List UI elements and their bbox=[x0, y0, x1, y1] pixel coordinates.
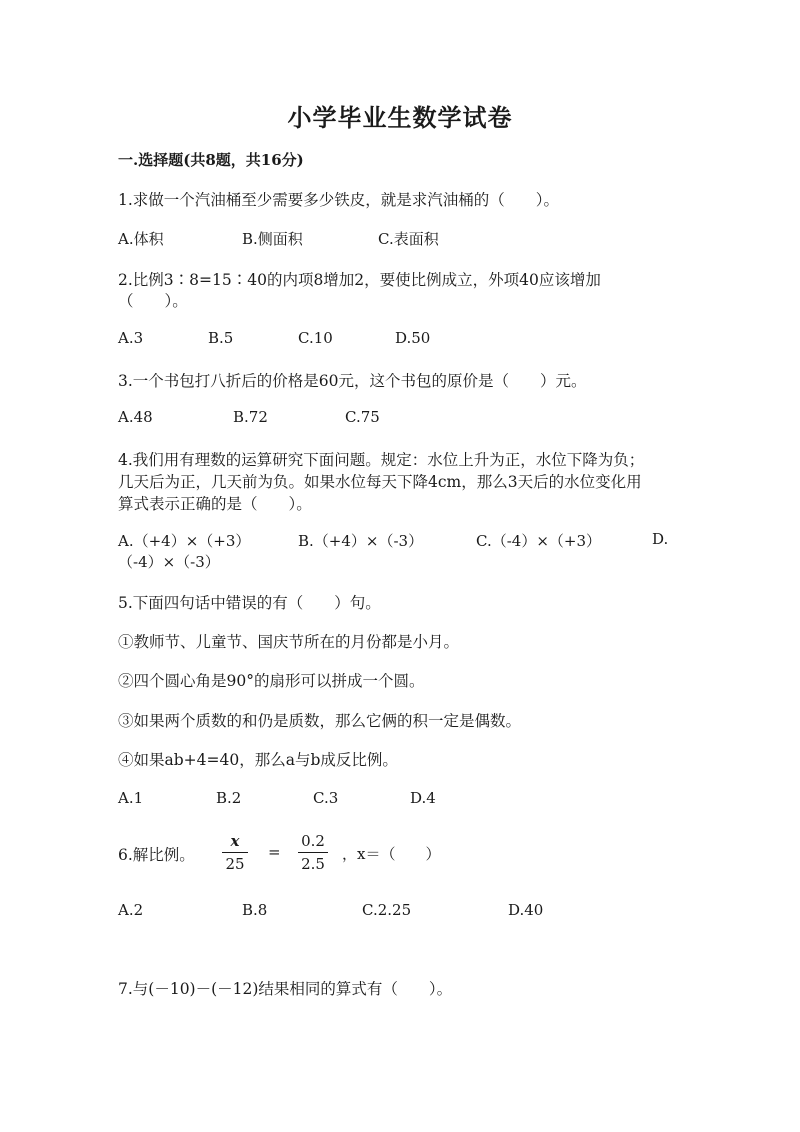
fraction-1-denominator: 25 bbox=[225, 855, 245, 873]
question-5-statement-2: ②四个圆心角是90°的扇形可以拼成一个圆。 bbox=[118, 672, 425, 690]
question-1-text: 1.求做一个汽油桶至少需要多少铁皮，就是求汽油桶的（ ）。 bbox=[118, 191, 560, 209]
question-5-option-c: C.3 bbox=[313, 789, 339, 807]
equals-sign: = bbox=[268, 843, 281, 861]
question-5-text: 5.下面四句话中错误的有（ ）句。 bbox=[118, 594, 381, 612]
question-2-option-d: D.50 bbox=[395, 329, 431, 347]
question-2-option-c: C.10 bbox=[298, 329, 333, 347]
question-4-line-3: 算式表示正确的是（ ）。 bbox=[118, 495, 312, 513]
question-1-option-a: A.体积 bbox=[118, 230, 164, 248]
question-3-option-b: B.72 bbox=[233, 408, 268, 426]
fraction-2-numerator: 0.2 bbox=[301, 832, 325, 850]
fraction-2-bar bbox=[298, 852, 328, 853]
question-2-option-a: A.3 bbox=[118, 329, 144, 347]
fraction-1-numerator: x bbox=[230, 832, 240, 850]
question-5-option-b: B.2 bbox=[216, 789, 242, 807]
question-4-line-2: 几天后为正，几天前为负。如果水位每天下降4cm，那么3天后的水位变化用 bbox=[118, 473, 642, 491]
question-6-option-d: D.40 bbox=[508, 901, 544, 919]
question-5-option-d: D.4 bbox=[410, 789, 436, 807]
question-4-option-c: C.（-4）×（+3） bbox=[476, 532, 602, 550]
fraction-x-over-25 bbox=[222, 832, 248, 873]
question-3-text: 3.一个书包打八折后的价格是60元，这个书包的原价是（ ）元。 bbox=[118, 372, 587, 390]
fraction-0.2-over-2.5 bbox=[298, 832, 328, 873]
question-5-statement-1: ①教师节、儿童节、国庆节所在的月份都是小月。 bbox=[118, 633, 460, 651]
question-6-text: 6.解比例。 bbox=[118, 846, 195, 864]
question-5-option-a: A.1 bbox=[118, 789, 144, 807]
question-2-line-2: （ ）。 bbox=[118, 292, 188, 310]
question-5-statement-3: ③如果两个质数的和仍是质数，那么它俩的积一定是偶数。 bbox=[118, 712, 522, 730]
question-4-option-d-content: （-4）×（-3） bbox=[118, 553, 220, 571]
page-title: 小学毕业生数学试卷 bbox=[287, 103, 513, 132]
fraction-1-bar bbox=[222, 852, 248, 853]
question-7-text: 7.与(－10)－(－12)结果相同的算式有（ ）。 bbox=[118, 980, 453, 998]
question-4-option-a: A.（+4）×（+3） bbox=[118, 532, 251, 550]
fraction-2-denominator: 2.5 bbox=[301, 855, 325, 873]
question-4-line-1: 4.我们用有理数的运算研究下面问题。规定：水位上升为正，水位下降为负； bbox=[118, 451, 645, 469]
question-6-option-b: B.8 bbox=[242, 901, 268, 919]
question-3-option-a: A.48 bbox=[118, 408, 153, 426]
question-3-option-c: C.75 bbox=[345, 408, 380, 426]
question-1-option-c: C.表面积 bbox=[378, 230, 439, 248]
question-1-option-b: B.侧面积 bbox=[242, 230, 303, 248]
question-6-option-a: A.2 bbox=[118, 901, 144, 919]
question-4-option-b: B.（+4）×（-3） bbox=[298, 532, 424, 550]
question-2-line-1: 2.比例3∶8=15∶40的内项8增加2，要使比例成立，外项40应该增加 bbox=[118, 271, 601, 289]
question-4-option-d: D. bbox=[652, 530, 669, 548]
question-6-answer-blank: ，x＝（ ） bbox=[342, 845, 441, 863]
question-5-statement-4: ④如果ab+4=40，那么a与b成反比例。 bbox=[118, 751, 398, 769]
question-6-option-c: C.2.25 bbox=[362, 901, 412, 919]
section-heading: 一.选择题(共8题，共16分) bbox=[118, 151, 304, 169]
question-2-option-b: B.5 bbox=[208, 329, 234, 347]
